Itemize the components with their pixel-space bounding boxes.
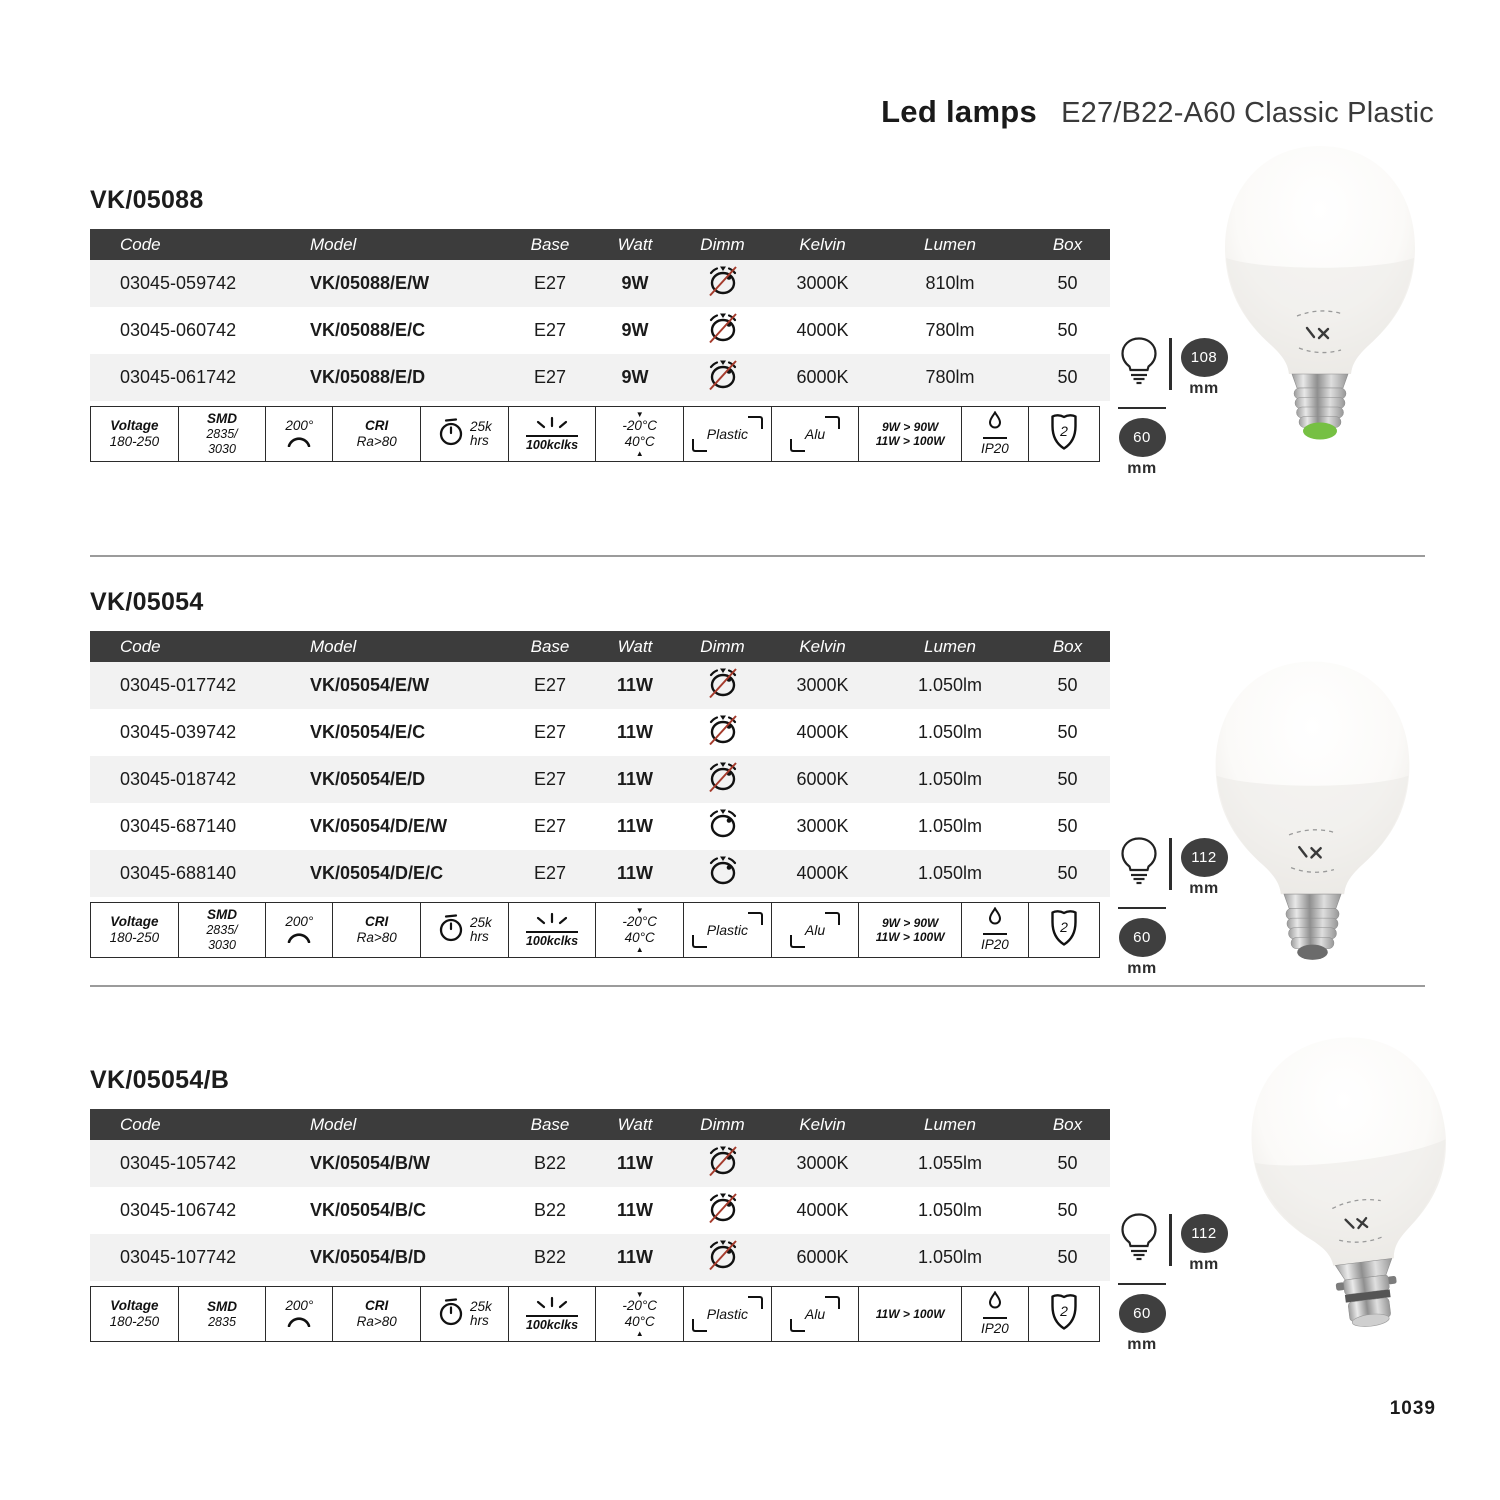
cell-kelvin: 3000K <box>796 273 849 293</box>
diameter-line <box>1118 407 1166 409</box>
table-row <box>90 1234 1110 1281</box>
col-watt: Watt <box>595 229 675 260</box>
cell-kelvin: 3000K <box>796 675 849 695</box>
feature-ip-rating: IP20 <box>962 1287 1029 1341</box>
col-watt: Watt <box>595 1109 675 1140</box>
feature-switch-cycles: 100kclks <box>509 903 597 957</box>
cell-model: VK/05054/E/C <box>310 722 426 742</box>
shield-icon <box>1046 412 1082 456</box>
col-code: Code <box>90 229 280 260</box>
cell-code: 03045-687140 <box>120 816 237 836</box>
section-divider <box>90 985 1425 987</box>
cell-lumen: 1.050lm <box>917 722 983 742</box>
burst-rays-icon <box>529 1296 575 1315</box>
dimmer-knob-icon <box>705 854 741 888</box>
cell-model: VK/05088/E/W <box>310 273 430 293</box>
feature-equivalence: 9W > 90W 11W > 100W <box>859 903 962 957</box>
feature-strip <box>90 406 1100 462</box>
cell-model: VK/05088/E/D <box>310 367 426 387</box>
cell-lumen: 1.050lm <box>917 1247 983 1267</box>
cell-box: 50 <box>1057 816 1078 836</box>
cell-kelvin: 4000K <box>796 320 849 340</box>
product-section-vk05054b <box>90 1066 1110 1342</box>
feature-warranty <box>1029 407 1099 461</box>
cell-base: E27 <box>533 722 567 742</box>
col-model: Model <box>280 1109 505 1140</box>
table-row <box>90 756 1110 803</box>
arc-icon <box>286 930 312 947</box>
unit-label: mm <box>1189 880 1219 897</box>
cell-box: 50 <box>1057 769 1078 789</box>
cell-kelvin: 3000K <box>796 1153 849 1173</box>
cell-model: VK/05054/E/D <box>310 769 426 789</box>
section-divider <box>90 555 1425 557</box>
cell-watt: 11W <box>616 722 654 742</box>
col-box: Box <box>1025 1109 1110 1140</box>
feature-warranty <box>1029 1287 1099 1341</box>
cell-code: 03045-017742 <box>120 675 237 695</box>
feature-switch-cycles: 100kclks <box>509 407 597 461</box>
cell-lumen: 810lm <box>925 273 975 293</box>
feature-strip <box>90 1286 1100 1342</box>
cell-code: 03045-107742 <box>120 1247 237 1267</box>
feature-lifetime: 25k hrs <box>421 1287 509 1341</box>
cell-box: 50 <box>1057 1153 1078 1173</box>
triangle-down-icon: ▼ <box>635 410 644 420</box>
spec-table <box>90 1109 1110 1281</box>
product-title: VK/05088 <box>90 186 204 214</box>
col-kelvin: Kelvin <box>770 229 875 260</box>
stopwatch-icon <box>437 1297 465 1331</box>
unit-label: mm <box>1127 960 1157 977</box>
svg-text:2: 2 <box>1060 423 1068 440</box>
cell-lumen: 780lm <box>925 367 975 387</box>
cell-code: 03045-105742 <box>120 1153 237 1173</box>
feature-body-material: Plastic <box>684 903 772 957</box>
cell-lumen: 1.050lm <box>917 863 983 883</box>
product-section-vk05054 <box>90 588 1110 958</box>
cell-code: 03045-059742 <box>120 273 237 293</box>
cell-box: 50 <box>1057 320 1078 340</box>
cell-lumen: 780lm <box>925 320 975 340</box>
cell-model: VK/05054/D/E/W <box>310 816 448 836</box>
dimmer-knob-icon <box>705 311 741 345</box>
cell-base: E27 <box>533 769 567 789</box>
cell-base: E27 <box>533 367 567 387</box>
col-lumen: Lumen <box>875 631 1025 662</box>
cell-model: VK/05054/B/W <box>310 1153 431 1173</box>
col-dimm: Dimm <box>675 1109 770 1140</box>
cell-base: B22 <box>533 1153 567 1173</box>
diameter-line <box>1118 1283 1166 1285</box>
feature-voltage: Voltage 180-250 <box>91 903 179 957</box>
col-base: Base <box>505 1109 595 1140</box>
table-header-row <box>90 229 1110 260</box>
feature-smd: SMD 2835/ 3030 <box>179 407 267 461</box>
height-line <box>1169 1214 1172 1266</box>
cell-watt: 9W <box>621 367 649 387</box>
cell-code: 03045-106742 <box>120 1200 237 1220</box>
feature-voltage: Voltage 180-250 <box>91 407 179 461</box>
feature-body-material: Plastic <box>684 407 772 461</box>
col-lumen: Lumen <box>875 229 1025 260</box>
triangle-down-icon: ▼ <box>635 906 644 916</box>
shield-icon <box>1046 908 1082 952</box>
arc-icon <box>286 434 312 451</box>
feature-cri: CRI Ra>80 <box>333 407 421 461</box>
cell-kelvin: 6000K <box>796 1247 849 1267</box>
feature-lifetime: 25k hrs <box>421 903 509 957</box>
dimmer-knob-icon <box>705 666 741 700</box>
feature-strip <box>90 902 1100 958</box>
page-header <box>881 94 1434 130</box>
cell-base: B22 <box>533 1200 567 1220</box>
dimmer-knob-icon <box>705 1191 741 1225</box>
cell-base: E27 <box>533 273 567 293</box>
unit-label: mm <box>1127 460 1157 477</box>
dimmer-knob-icon <box>705 1144 741 1178</box>
cell-code: 03045-018742 <box>120 769 237 789</box>
cell-kelvin: 3000K <box>796 816 849 836</box>
feature-switch-cycles: 100kclks <box>509 1287 597 1341</box>
water-drop-icon <box>987 907 1003 931</box>
feature-voltage: Voltage 180-250 <box>91 1287 179 1341</box>
cell-model: VK/05054/B/C <box>310 1200 427 1220</box>
cell-model: VK/05054/E/W <box>310 675 430 695</box>
triangle-up-icon: ▲ <box>635 448 644 458</box>
cell-code: 03045-039742 <box>120 722 237 742</box>
col-kelvin: Kelvin <box>770 1109 875 1140</box>
cell-watt: 11W <box>616 1153 654 1173</box>
feature-beam-angle: 200° <box>266 1287 333 1341</box>
height-badge: 112 <box>1181 838 1228 877</box>
diameter-line <box>1118 907 1166 909</box>
height-line <box>1169 338 1172 390</box>
cell-base: E27 <box>533 675 567 695</box>
feature-beam-angle: 200° <box>266 903 333 957</box>
stopwatch-icon <box>437 417 465 451</box>
cell-lumen: 1.050lm <box>917 675 983 695</box>
feature-lifetime: 25k hrs <box>421 407 509 461</box>
cell-watt: 11W <box>616 1200 654 1220</box>
cell-lumen: 1.055lm <box>917 1153 983 1173</box>
feature-warranty <box>1029 903 1099 957</box>
arc-icon <box>286 1314 312 1331</box>
cell-base: E27 <box>533 816 567 836</box>
feature-cri: CRI Ra>80 <box>333 903 421 957</box>
page-title: Led lamps <box>881 94 1038 129</box>
dimmer-knob-icon <box>705 1238 741 1272</box>
cell-watt: 11W <box>616 675 654 695</box>
cell-watt: 11W <box>616 1247 654 1267</box>
feature-ip-rating: IP20 <box>962 903 1029 957</box>
stopwatch-icon <box>437 913 465 947</box>
page-subtitle: E27/B22-A60 Classic Plastic <box>1061 97 1434 129</box>
cell-box: 50 <box>1057 273 1078 293</box>
table-row <box>90 662 1110 709</box>
dimmer-knob-icon <box>705 760 741 794</box>
cell-watt: 11W <box>616 769 654 789</box>
triangle-down-icon: ▼ <box>635 1290 644 1300</box>
cell-box: 50 <box>1057 863 1078 883</box>
feature-body-material: Plastic <box>684 1287 772 1341</box>
cell-box: 50 <box>1057 1200 1078 1220</box>
product-title: VK/05054 <box>90 588 204 616</box>
height-badge: 112 <box>1181 1214 1228 1253</box>
burst-rays-icon <box>529 912 575 931</box>
feature-smd: SMD 2835 <box>179 1287 267 1341</box>
product-section-vk05088 <box>90 186 1110 462</box>
cell-box: 50 <box>1057 675 1078 695</box>
col-code: Code <box>90 1109 280 1140</box>
cell-base: E27 <box>533 320 567 340</box>
col-lumen: Lumen <box>875 1109 1025 1140</box>
triangle-up-icon: ▲ <box>635 1328 644 1338</box>
unit-label: mm <box>1189 380 1219 397</box>
feature-temperature: ▼ -20°C 40°C ▲ <box>596 1287 684 1341</box>
bulb-outline-icon <box>1118 1212 1160 1267</box>
feature-heatsink-material: Alu <box>772 407 860 461</box>
col-kelvin: Kelvin <box>770 631 875 662</box>
cell-kelvin: 4000K <box>796 722 849 742</box>
cell-box: 50 <box>1057 367 1078 387</box>
table-row <box>90 1187 1110 1234</box>
cell-kelvin: 4000K <box>796 863 849 883</box>
cell-code: 03045-060742 <box>120 320 237 340</box>
feature-ip-rating: IP20 <box>962 407 1029 461</box>
table-row <box>90 1140 1110 1187</box>
burst-rays-icon <box>529 416 575 435</box>
feature-heatsink-material: Alu <box>772 1287 860 1341</box>
product-photo-e27-bulb <box>1185 655 1440 970</box>
table-header-row <box>90 631 1110 662</box>
svg-text:2: 2 <box>1060 919 1068 936</box>
cell-kelvin: 6000K <box>796 367 849 387</box>
feature-equivalence: 9W > 90W 11W > 100W <box>859 407 962 461</box>
cell-code: 03045-688140 <box>120 863 237 883</box>
cell-lumen: 1.050lm <box>917 769 983 789</box>
cell-lumen: 1.050lm <box>917 1200 983 1220</box>
col-dimm: Dimm <box>675 631 770 662</box>
page-number: 1039 <box>1389 1398 1436 1419</box>
col-base: Base <box>505 229 595 260</box>
cell-code: 03045-061742 <box>120 367 237 387</box>
dimmer-knob-icon <box>705 807 741 841</box>
feature-temperature: ▼ -20°C 40°C ▲ <box>596 407 684 461</box>
svg-text:2: 2 <box>1060 1303 1068 1320</box>
cell-model: VK/05054/B/D <box>310 1247 427 1267</box>
table-row <box>90 803 1110 850</box>
cell-kelvin: 6000K <box>796 769 849 789</box>
cell-base: E27 <box>533 863 567 883</box>
diameter-badge: 60 <box>1119 418 1166 457</box>
cell-watt: 11W <box>616 863 654 883</box>
feature-smd: SMD 2835/ 3030 <box>179 903 267 957</box>
col-dimm: Dimm <box>675 229 770 260</box>
col-box: Box <box>1025 229 1110 260</box>
table-row <box>90 260 1110 307</box>
table-row <box>90 307 1110 354</box>
cell-lumen: 1.050lm <box>917 816 983 836</box>
diameter-badge: 60 <box>1119 918 1166 957</box>
table-row <box>90 354 1110 401</box>
feature-heatsink-material: Alu <box>772 903 860 957</box>
feature-cri: CRI Ra>80 <box>333 1287 421 1341</box>
feature-equivalence: 11W > 100W <box>859 1287 962 1341</box>
unit-label: mm <box>1189 1256 1219 1273</box>
water-drop-icon <box>987 411 1003 435</box>
cell-model: VK/05088/E/C <box>310 320 426 340</box>
cell-watt: 9W <box>621 320 649 340</box>
col-watt: Watt <box>595 631 675 662</box>
shield-icon <box>1046 1292 1082 1336</box>
spec-table <box>90 631 1110 897</box>
col-box: Box <box>1025 631 1110 662</box>
diameter-badge: 60 <box>1119 1294 1166 1333</box>
bulb-outline-icon <box>1118 336 1160 391</box>
cell-model: VK/05054/D/E/C <box>310 863 444 883</box>
product-photo-b22-bulb <box>1232 1028 1477 1348</box>
water-drop-icon <box>987 1291 1003 1315</box>
cell-box: 50 <box>1057 1247 1078 1267</box>
product-photo-e27-bulb <box>1195 140 1445 445</box>
spec-table <box>90 229 1110 401</box>
col-model: Model <box>280 631 505 662</box>
dimmer-knob-icon <box>705 264 741 298</box>
cell-watt: 9W <box>621 273 649 293</box>
cell-base: B22 <box>533 1247 567 1267</box>
table-header-row <box>90 1109 1110 1140</box>
col-code: Code <box>90 631 280 662</box>
height-badge: 108 <box>1181 338 1228 377</box>
unit-label: mm <box>1127 1336 1157 1353</box>
product-title: VK/05054/B <box>90 1066 230 1094</box>
col-model: Model <box>280 229 505 260</box>
table-row <box>90 709 1110 756</box>
col-base: Base <box>505 631 595 662</box>
feature-beam-angle: 200° <box>266 407 333 461</box>
bulb-outline-icon <box>1118 836 1160 891</box>
triangle-up-icon: ▲ <box>635 944 644 954</box>
cell-watt: 11W <box>616 816 654 836</box>
feature-temperature: ▼ -20°C 40°C ▲ <box>596 903 684 957</box>
table-row <box>90 850 1110 897</box>
height-line <box>1169 838 1172 890</box>
dimmer-knob-icon <box>705 713 741 747</box>
dimmer-knob-icon <box>705 358 741 392</box>
cell-box: 50 <box>1057 722 1078 742</box>
cell-kelvin: 4000K <box>796 1200 849 1220</box>
